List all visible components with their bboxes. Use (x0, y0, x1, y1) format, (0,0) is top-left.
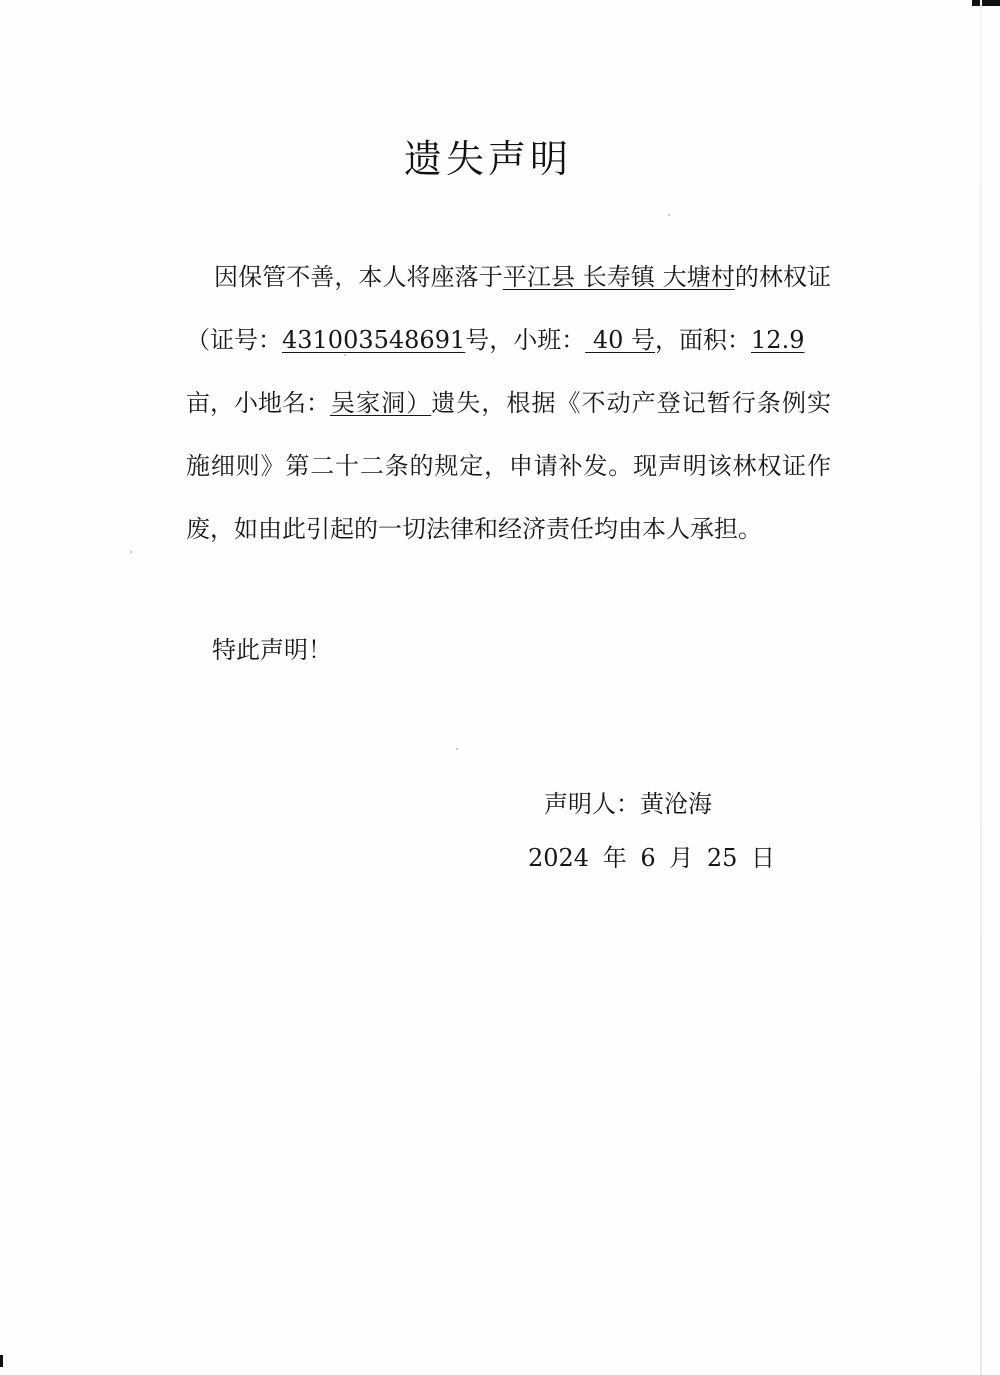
signatory: 声明人：黄沧海 (544, 790, 712, 818)
scan-speck (456, 748, 458, 750)
subcompartment-number: 40 号 (585, 326, 656, 354)
body-intro: 因保管不善，本人将座落于 (214, 263, 503, 291)
scan-artifact-top (972, 0, 1000, 6)
document-title: 遗失声明 (403, 137, 572, 181)
declaration-body (186, 246, 831, 561)
closing-statement: 特此声明！ (212, 636, 332, 664)
body-subcompartment-label: 号，小班： (465, 326, 586, 354)
property-location: 平江县 长寿镇 大塘村 (502, 263, 735, 291)
body-cert-label: 的林权证（证号： (186, 263, 832, 354)
scan-artifact-left (0, 1355, 3, 1367)
body-area-label: ，面积： (655, 326, 752, 354)
scan-speck (130, 551, 132, 553)
certificate-number: 431003548691 (282, 326, 466, 354)
area-value: 12.9 (751, 326, 805, 354)
body-unit-place-label: 亩，小地名： (186, 389, 330, 417)
scan-edge (980, 0, 982, 1375)
declaration-date: 2024 年 6 月 25 日 (528, 844, 776, 872)
body-rest: 遗失，根据《不动产登记暂行条例实施细则》第二十二条的规定，申请补发。现声明该林权证作废，如由此引起的一切法律和经济责任均由本人承担。 (186, 389, 831, 543)
place-name: 吴家洞） (330, 389, 432, 417)
scan-speck (668, 214, 670, 216)
